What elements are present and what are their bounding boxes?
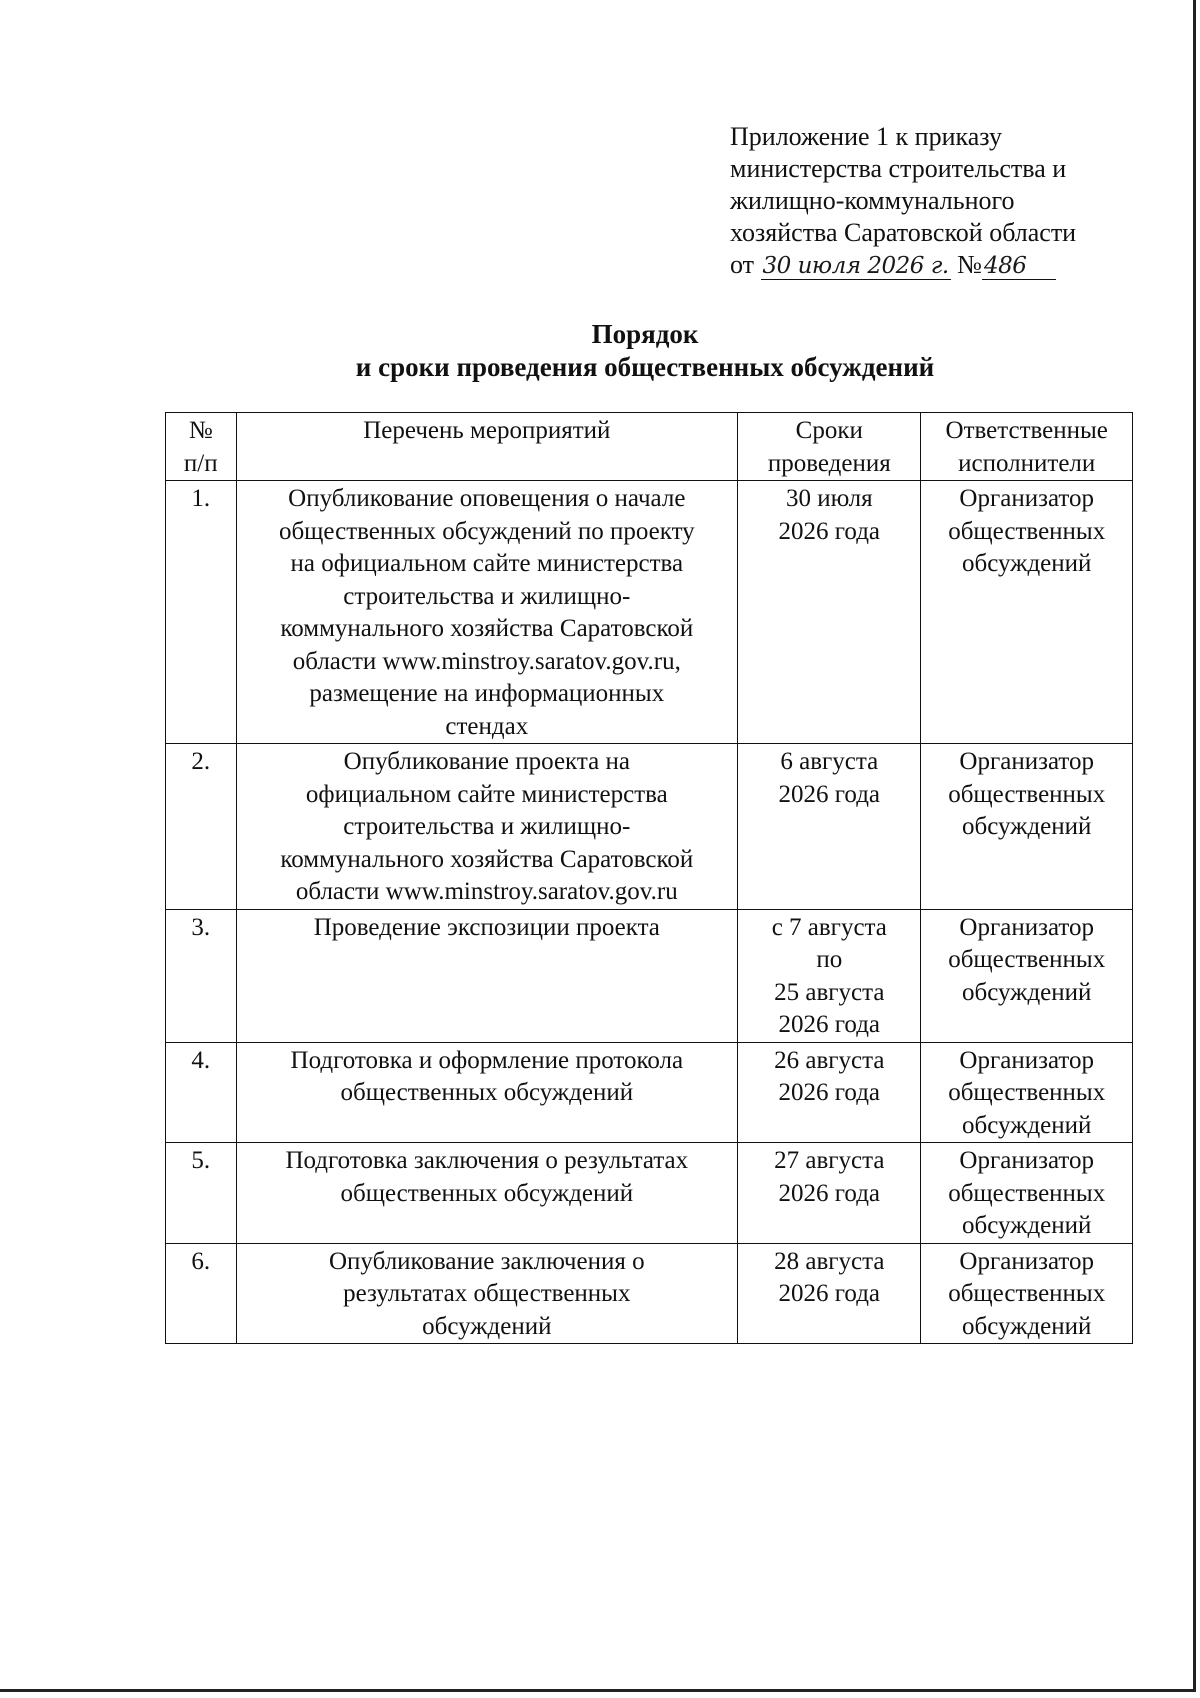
table-row xyxy=(166,744,1133,910)
appendix-line-4: хозяйства Саратовской области xyxy=(730,218,1077,247)
header-responsible: Ответственные исполнители xyxy=(921,413,1133,481)
row-num: 3. xyxy=(166,909,237,1042)
row-activity: Подготовка заключения о результатах общественных обсуждений xyxy=(236,1143,738,1244)
appendix-line-2: министерства строительства и xyxy=(730,154,1067,183)
number-prefix: № xyxy=(957,250,982,279)
appendix-line-1: Приложение 1 к приказу xyxy=(730,122,1003,151)
row-date: 27 августа 2026 года xyxy=(738,1143,921,1244)
row-activity: Подготовка и оформление протокола общественных обсуждений xyxy=(236,1042,738,1143)
row-activity: Опубликование проекта на официальном сайте министерства строительства и жилищно- коммунального хозяйства Саратовской области www.minstroy.saratov.gov.ru xyxy=(236,744,738,910)
table-row xyxy=(166,1143,1133,1244)
title-line-2: и сроки проведения общественных обсуждений xyxy=(355,352,935,382)
header-num: № п/п xyxy=(166,413,237,481)
row-date: с 7 августа по 25 августа 2026 года xyxy=(738,909,921,1042)
table-row xyxy=(166,1042,1133,1143)
header-activity: Перечень мероприятий xyxy=(236,413,738,481)
row-num: 1. xyxy=(166,481,237,744)
row-num: 4. xyxy=(166,1042,237,1143)
row-date: 26 августа 2026 года xyxy=(738,1042,921,1143)
row-activity: Опубликование заключения о результатах общественных обсуждений xyxy=(236,1243,738,1344)
table-row xyxy=(166,909,1133,1042)
table-row xyxy=(166,481,1133,744)
row-responsible: Организатор общественных обсуждений xyxy=(921,744,1133,910)
row-activity: Опубликование оповещения о начале общественных обсуждений по проекту на официальном сайте министерства строительства и жилищно- коммунального хозяйства Саратовской области www.minstroy.saratov.gov.ru, размещение на информационных стендах xyxy=(236,481,738,744)
header-date: Сроки проведения xyxy=(738,413,921,481)
appendix-line-3: жилищно-коммунального xyxy=(730,186,1015,215)
row-date: 28 августа 2026 года xyxy=(738,1243,921,1344)
row-responsible: Организатор общественных обсуждений xyxy=(921,909,1133,1042)
row-responsible: Организатор общественных обсуждений xyxy=(921,481,1133,744)
row-responsible: Организатор общественных обсуждений xyxy=(921,1143,1133,1244)
row-responsible: Организатор общественных обсуждений xyxy=(921,1042,1133,1143)
table-header-row xyxy=(166,413,1133,481)
document-title xyxy=(0,318,1200,384)
table-row xyxy=(166,1243,1133,1344)
handwritten-number: 486 xyxy=(982,253,1056,280)
row-activity: Проведение экспозиции проекта xyxy=(236,909,738,1042)
row-responsible: Организатор общественных обсуждений xyxy=(921,1243,1133,1344)
row-num: 5. xyxy=(166,1143,237,1244)
title-line-1: Порядок xyxy=(591,319,699,349)
row-date: 30 июля 2026 года xyxy=(738,481,921,744)
appendix-header xyxy=(730,121,1170,281)
row-date: 6 августа 2026 года xyxy=(738,744,921,910)
events-table xyxy=(165,412,1133,1344)
row-num: 6. xyxy=(166,1243,237,1344)
appendix-date-line xyxy=(730,249,1170,281)
date-prefix: от xyxy=(730,250,755,279)
handwritten-date: 30 июля 2026 г. xyxy=(762,253,949,279)
row-num: 2. xyxy=(166,744,237,910)
